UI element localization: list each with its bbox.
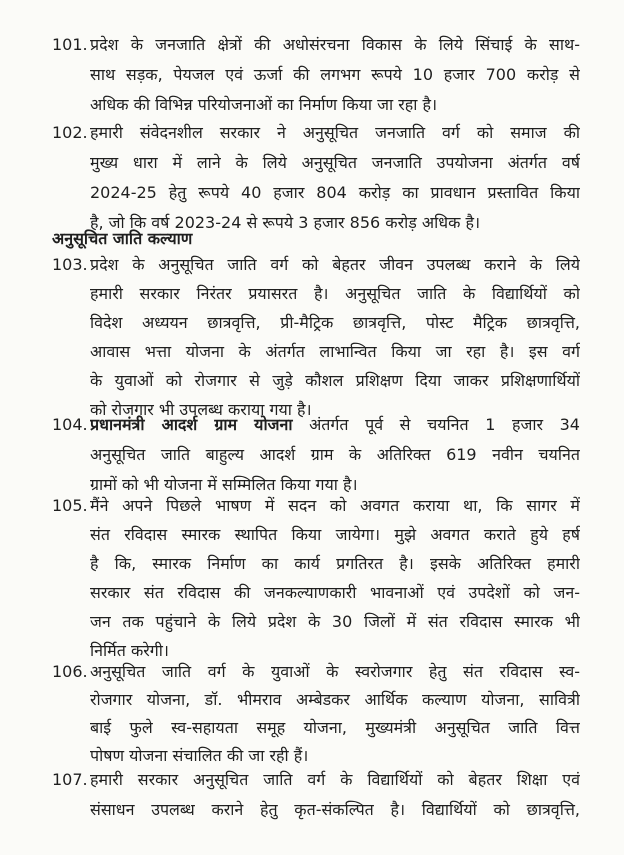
text-line: संत रविदास स्मारक स्थापित किया जायेगा। मुझे अवगत कराते हुये हर्ष xyxy=(90,525,580,544)
text-line: हमारी सरकार अनुसूचित जाति वर्ग के विद्यार्थियों को बेहतर शिक्षा एवं xyxy=(90,770,580,789)
text-line: है, जो कि वर्ष 2023-24 से रूपये 3 हजार 856 करोड़ अधिक है। xyxy=(90,213,481,232)
text-line: पोषण योजना संचालित की जा रही हैं। xyxy=(90,746,309,765)
text-line: हमारी संवेदनशील सरकार ने अनुसूचित जनजाति वर्ग को समाज की xyxy=(90,123,580,142)
text-line: रोजगार योजना, डॉ. भीमराव अम्बेडकर आर्थिक कल्याण योजना, सावित्री xyxy=(90,690,580,709)
text-line: हमारी सरकार निरंतर प्रयासरत है। अनुसूचित जाति के विद्यार्थियों को xyxy=(90,284,580,303)
paragraph-number: 106. xyxy=(52,662,88,681)
text-line: अनुसूचित जाति वर्ग के युवाओं के स्वरोजगार हेतु संत रविदास स्व- xyxy=(90,662,580,681)
text-line: मैंने अपने पिछले भाषण में सदन को अवगत कराया था, कि सागर में xyxy=(90,496,580,515)
text-line xyxy=(90,410,580,440)
text-line: प्रदेश के अनुसूचित जाति वर्ग को बेहतर जीवन उपलब्ध कराने के लिये xyxy=(90,255,580,274)
paragraph-102 xyxy=(0,118,624,238)
text-line: जन तक पहुंचाने के लिये प्रदेश के 30 जिलों में संत रविदास स्मारक भी xyxy=(90,612,580,631)
paragraph-101 xyxy=(0,30,624,120)
text-line: 2024-25 हेतु रूपये 40 हजार 804 करोड़ का प्रावधान प्रस्तावित किया xyxy=(90,183,580,202)
paragraph-number: 105. xyxy=(52,496,88,515)
paragraph-107 xyxy=(0,765,624,825)
scheme-name-bold: प्रधानमंत्री आदर्श ग्राम योजना xyxy=(90,415,293,434)
text-line: अनुसूचित जाति बाहुल्य आदर्श ग्राम के अतिरिक्त 619 नवीन चयनित xyxy=(90,445,580,464)
text-run: अंतर्गत पूर्व से चयनित 1 हजार 34 xyxy=(292,415,580,434)
paragraph-104 xyxy=(0,410,624,500)
paragraph-105 xyxy=(0,491,624,671)
text-line: को रोजगार भी उपलब्ध कराया गया है। xyxy=(90,400,312,419)
text-line: मुख्य धारा में लाने के लिये अनुसूचित जनजाति उपयोजना अंतर्गत वर्ष xyxy=(90,153,580,172)
paragraph-number: 104. xyxy=(52,415,88,434)
paragraph-103 xyxy=(0,250,624,430)
paragraph-number: 103. xyxy=(52,255,88,274)
text-line: ग्रामों को भी योजना में सम्मिलित किया गया है। xyxy=(90,475,358,494)
text-line: निर्मित करेगी। xyxy=(90,641,169,660)
paragraph-number: 101. xyxy=(52,35,88,54)
text-line: बाई फुले स्व-सहायता समूह योजना, मुख्यमंत्री अनुसूचित जाति वित्त xyxy=(90,718,580,737)
paragraph-number: 107. xyxy=(52,770,88,789)
text-line: अधिक की विभिन्न परियोजनाओं का निर्माण किया जा रहा है। xyxy=(90,95,438,114)
text-line: सरकार संत रविदास की जनकल्याणकारी भावनाओं एवं उपदेशों को जन- xyxy=(90,583,580,602)
paragraph-number: 102. xyxy=(52,123,88,142)
text-line: संसाधन उपलब्ध कराने हेतु कृत-संकल्पित है। विद्यार्थियों को छात्रवृत्ति, xyxy=(90,800,580,819)
text-line: प्रदेश के जनजाति क्षेत्रों की अधोसंरचना विकास के लिये सिंचाई के साथ- xyxy=(90,35,580,54)
text-line: आवास भत्ता योजना के अंतर्गत लाभान्वित किया जा रहा है। इस वर्ग xyxy=(90,342,580,361)
text-line: है कि, स्मारक निर्माण का कार्य प्रगतिरत है। इसके अतिरिक्त हमारी xyxy=(90,554,580,573)
text-line: के युवाओं को रोजगार से जुड़े कौशल प्रशिक्षण दिया जाकर प्रशिक्षणार्थियों xyxy=(90,371,580,390)
paragraph-106 xyxy=(0,657,624,777)
section-heading: अनुसूचित जाति कल्याण xyxy=(52,229,193,248)
text-line: विदेश अध्ययन छात्रवृत्ति, प्री-मैट्रिक छात्रवृत्ति, पोस्ट मैट्रिक छात्रवृत्ति, xyxy=(90,313,580,332)
text-line: साथ सड़क, पेयजल एवं ऊर्जा की लगभग रूपये 10 हजार 700 करोड़ से xyxy=(90,65,580,84)
